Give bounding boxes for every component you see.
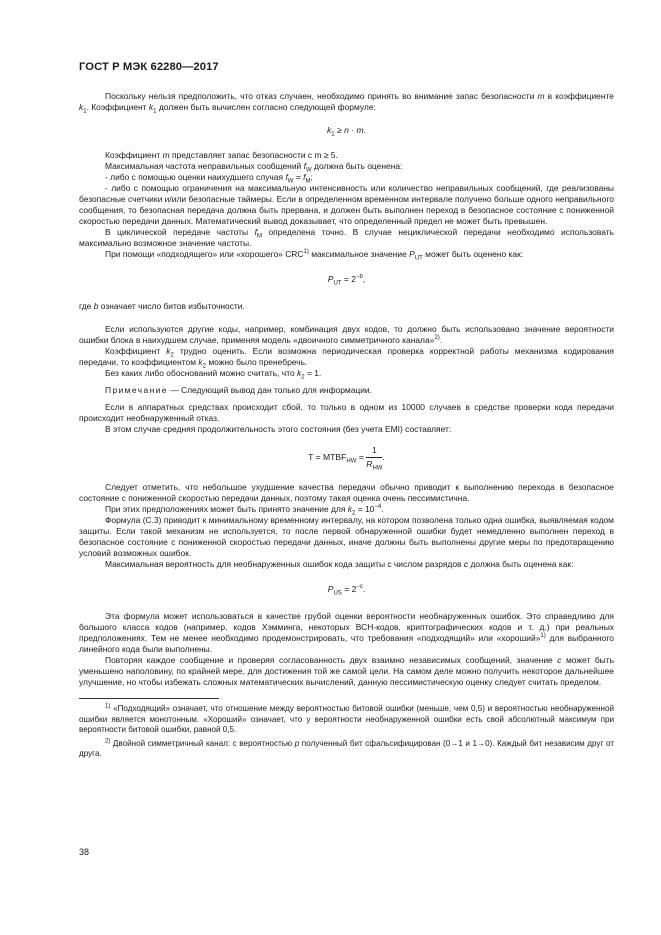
paragraph-14: Следует отметить, что небольшое ухудшение качества передачи обычно приводит к выполнению перехода в безопасное состояние с пониженной скоростью передачи данных, поэтому такая оценка очень пессимистична.	[79, 482, 614, 503]
paragraph-17: Максимальная вероятность для необнаруженных ошибок кода защиты с числом разрядов c должна быть оценена как:	[105, 559, 574, 569]
paragraph-19: Повторяя каждое сообщение и проверяя согласованность двух взаимно независимых сообщений, значение c может быть уменьшено наполовину, по крайней мере, для достижения той же самой цели. На самом деле можно получить некоторое дальнейшее улучшение, но чтобы избежать сложных математических вычислений, данную пессимистическую оценку следует считать пределом.	[79, 655, 614, 687]
footnote-separator	[79, 698, 219, 699]
paragraph-1: Поскольку нельзя предположить, что отказ случаен, необходимо принять во внимание запас безопасности m в коэффициенте $k_1$. Коэффициент $k_1$ должен быть вычислен согласно следующей формуле:	[79, 91, 614, 115]
formula-k1: $k_1 \ge n \cdot m$.	[326, 125, 367, 138]
paragraph-6: В циклической передаче частоты $f_M$ определена точно. В случае нециклической передачи необходимо использовать максимально возможное значение частоты.	[79, 227, 614, 248]
paragraph-10: Коэффициент $k_2$ трудно оценить. Если возможна периодическая проверка корректной работы механизма кодирования передачи, то коэффициентом $k_2$ можно было пренебречь.	[79, 346, 614, 370]
paragraph-16: Формула (С.3) приводит к минимальному временному интервалу, на котором позволена только одна ошибка, выявляемая кодом защиты. Если такой механизм не используется, то после первой обнаруженной ошибки будет немедленно выполнен переход в безопасное состояние с пониженной скоростью передачи данных, иначе должны быть выполнены другие меры по предотвращению условий возможных ошибок.	[79, 515, 614, 558]
fraction: $\frac{1}{R_{HW}}$	[366, 445, 383, 472]
paragraph-7: При помощи «подходящего» или «хорошего» CRC$^{1)}$ максимальное значение $P_{UT}$ может быть оценено как:	[105, 249, 524, 262]
paragraph-11: Без каких либо обоснований можно считать, что $k_2 = 1$.	[105, 368, 322, 381]
note: Примечание — Следующий вывод дан только для информации.	[105, 385, 372, 395]
formula-pus: $P_{US} = 2^{-c}$.	[327, 584, 366, 597]
paragraph-4: - либо с помощью оценки наихудшего случая $f_W = f_M$;	[105, 172, 313, 185]
paragraph-5: - либо с помощью ограничения на максимальную интенсивность или количество неправильных сообщений, где реализованы безопасные счетчики и/или безопасные таймеры. Если в определенном временном интервале получено больше одного неправильного сообщения, то безопасная передача должна быть прервана, и должен быть выполнен переход в безопасное состояние с пониженной скоростью передачи данных. Математический вывод доказывает, что определенный предел не может быть превышен.	[79, 183, 614, 226]
paragraph-9: Если используются другие коды, например, комбинация двух кодов, то должно быть использовано значение вероятности ошибки блока в наихудшем случае, применяя модель «двоичного симметричного канала»$^{2)}$.	[79, 324, 614, 345]
page-number: 38	[79, 847, 90, 857]
paragraph-15: При этих предположениях может быть принято значение для $k_2 = 10^{-4}$.	[105, 504, 384, 517]
paragraph-3: Максимальная частота неправильных сообщений $f_W$ должна быть оценена:	[105, 161, 403, 174]
standard-header: ГОСТ Р МЭК 62280—2017	[79, 61, 219, 73]
footnote-2: $^{2)}$ Двойной симметричный канал: с вероятностью p полученный бит сфальсифицирован (0→1 и 1→0). Каждый бит независим друг от друга.	[79, 738, 615, 759]
paragraph-2: Коэффициент m представляет запас безопасности с m ≥ 5.	[105, 150, 338, 160]
paragraph-13: В этом случае средняя продолжительность этого состояния (без учета EMI) составляет:	[105, 424, 452, 434]
formula-put: $P_{UT} = 2^{-b}$,	[327, 274, 366, 287]
paragraph-18: Эта формула может использоваться в качестве грубой оценки вероятности необнаруженных ошибок. Это справедливо для большого класса кодов (например, кодов Хэмминга, некоторых ВСН-кодов, криптографических кодов и т. д.) при реальных предположениях. Тем не менее необходимо продемонстрировать, что требования «подходящий» или «хороший»$^{1)}$ для выбранного линейного кода были выполнены.	[79, 611, 614, 654]
page-body	[79, 91, 614, 760]
formula-mtbf: $T = MTBF_{HW}$ = $\frac{1}{R_{HW}}$ .	[308, 445, 385, 472]
footnote-1: $^{1)}$ «Подходящий» означает, что отношение между вероятностью битовой ошибки (меньше, чем 0,5) и вероятностью необнаруженной ошибки является монотонным. «Хороший» означает, что у вероятности необнаруженной ошибки есть свой абсолютный максимум при вероятности битовой ошибки, равной 0,5.	[79, 703, 614, 735]
paragraph-12: Если в аппаратных средствах происходит сбой, то только в одном из 10000 случаев в средстве проверки кода передачи происходит необнаруженный отказ.	[79, 402, 614, 423]
paragraph-8: где b означает число битов избыточности.	[79, 301, 245, 311]
